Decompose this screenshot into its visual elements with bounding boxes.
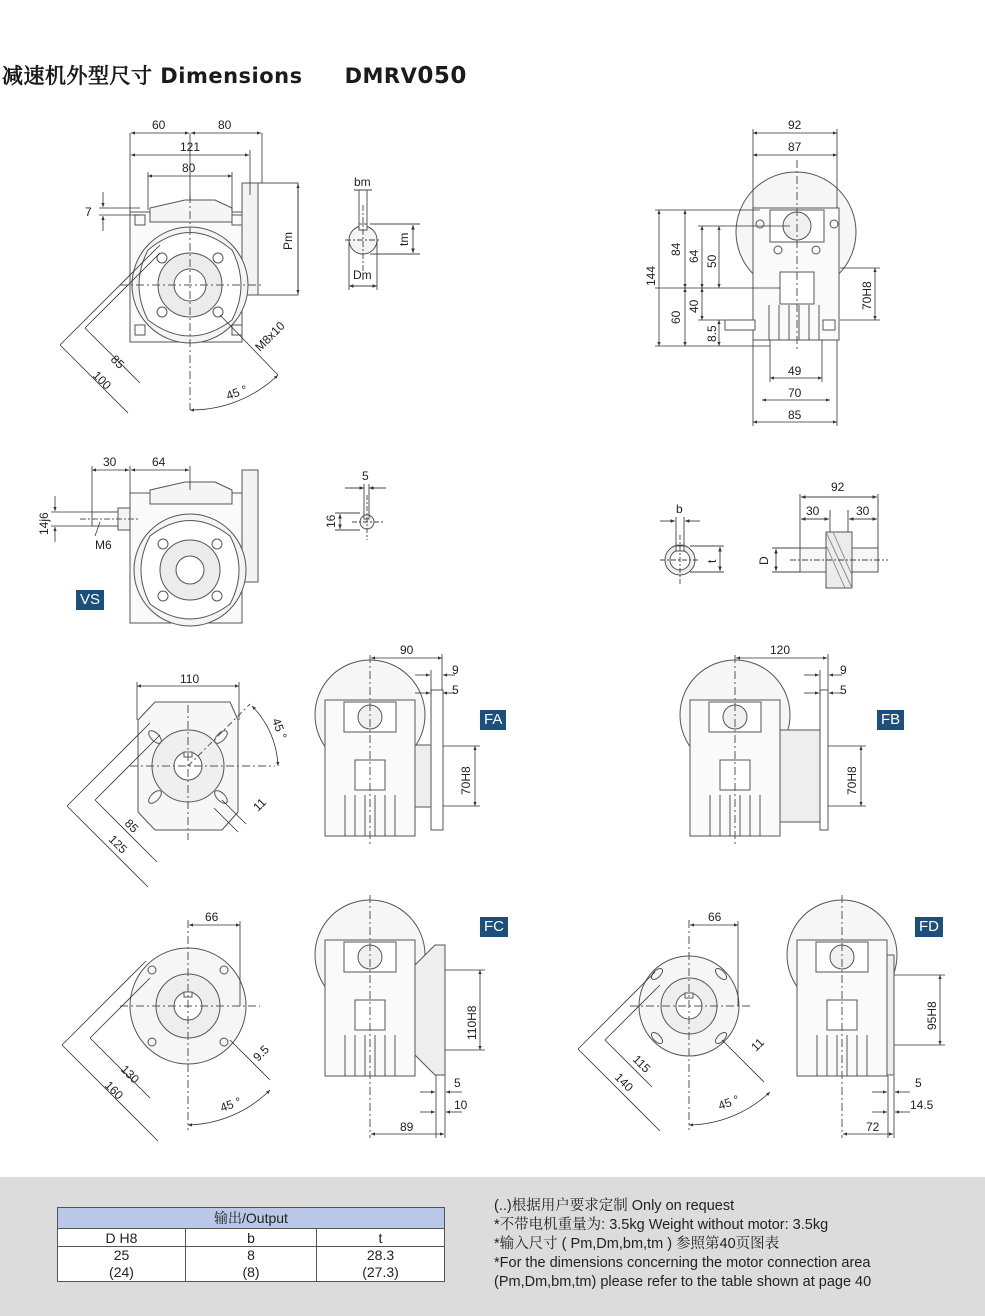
table-row [58,1264,445,1282]
label-b: b [676,502,683,516]
dim-50: 50 [705,254,719,268]
dim-5-fb: 5 [840,683,847,697]
dim-90-fa: 90 [400,643,414,657]
dim-130-fc: 130 [117,1062,142,1087]
dim-5-fc: 5 [454,1076,461,1090]
dim-89-fc: 89 [400,1120,414,1134]
dim-66-fd: 66 [708,910,722,924]
dim-70h8-fb: 70H8 [845,766,859,795]
dim-70h8-fa: 70H8 [459,766,473,795]
dim-140-fd: 140 [611,1070,636,1095]
dim-60-side: 60 [669,310,683,324]
col-header-d: D H8 [58,1229,186,1247]
dim-85-side: 85 [788,408,802,422]
dim-87: 87 [788,140,802,154]
angle-45-fd: 45 ° [716,1092,742,1113]
fa-flange-view [130,702,275,840]
dim-120-fb: 120 [770,643,791,657]
dim-85-fa: 85 [121,816,142,836]
dim-80: 80 [182,161,196,175]
dim-95h8-fd: 95H8 [925,1001,939,1030]
dim-49: 49 [788,364,802,378]
dim-5-fa: 5 [452,683,459,697]
col-header-t: t [317,1229,445,1247]
dim-9-5-fc: 9.5 [250,1042,272,1065]
tag-fc: FC [480,917,508,937]
note-line: *输入尺寸 ( Pm,Dm,bm,tm ) 参照第40页图表 [494,1236,780,1252]
dim-144: 144 [644,265,658,286]
dim-14-5-fd: 14.5 [910,1098,934,1112]
model-prefix: DMRV [344,64,418,88]
cell-d: (24) [58,1264,186,1282]
table-row [58,1247,445,1265]
dim-9-fa: 9 [452,663,459,677]
angle-45-fa: 45 ° [269,716,290,742]
dim-92: 92 [788,118,802,132]
front-view [120,183,298,410]
dim-110-fa: 110 [180,672,200,686]
label-tm: tm [397,232,411,246]
tag-fa: FA [480,710,506,730]
output-table-header: 输出/Output [58,1208,445,1229]
hollow-shaft-section [772,494,888,588]
vs-key-detail [335,484,386,540]
dim-84: 84 [669,242,683,256]
dim-70h8: 70H8 [860,281,874,310]
cell-b: (8) [186,1264,317,1282]
dim-125-fa: 125 [105,832,130,857]
tag-vs: VS [76,590,104,610]
dim-110h8-fc: 110H8 [465,1005,479,1040]
note-line: (Pm,Dm,bm,tm) please refer to the table shown at page 40 [494,1274,872,1290]
angle-45: 45 ° [224,382,250,403]
cell-t: (27.3) [317,1264,445,1282]
tag-fb: FB [877,710,904,730]
dim-11-fa: 11 [250,795,269,815]
fc-side-view [315,895,445,1138]
tag-fd: FD [915,917,943,937]
dim-85: 85 [107,352,128,372]
cell-b: 8 [186,1247,317,1265]
dim-5-vs: 5 [362,469,369,483]
label-t: t [705,559,719,563]
dim-115-fd: 115 [629,1052,654,1076]
model-size: 050 [417,63,467,89]
dim-8-5: 8.5 [705,325,719,342]
dim-64: 64 [687,249,701,263]
dim-7: 7 [85,205,92,219]
thread-label: M8x10 [252,318,288,355]
dim-60: 60 [152,118,166,132]
note-line: (..)根据用户要求定制 Only on request [494,1198,735,1214]
dim-80-top: 80 [218,118,232,132]
hollow-key-detail [660,517,724,585]
cell-d: 25 [58,1247,186,1265]
output-table [57,1207,445,1282]
note-line: *不带电机重量为: 3.5kg Weight without motor: 3.5kg [494,1217,829,1233]
dim-92-hollow: 92 [831,480,845,494]
dim-9-fb: 9 [840,663,847,677]
fb-side-view [680,655,828,845]
dim-m6: M6 [95,538,112,552]
label-d: D [757,556,771,565]
dim-30-hollow-a: 30 [806,504,820,518]
angle-45-fc: 45 ° [218,1094,244,1115]
col-header-b: b [186,1229,317,1247]
fd-side-view [787,895,897,1138]
dim-pm: Pm [281,232,295,250]
dim-160-fc: 160 [101,1078,126,1103]
label-bm: bm [354,175,371,189]
note-line: *For the dimensions concerning the motor connection area [494,1255,871,1271]
dim-100: 100 [89,368,114,393]
dim-72-fd: 72 [866,1120,880,1134]
dim-14j6: 14j6 [37,512,51,535]
dim-121: 121 [180,140,201,154]
dim-11-fd: 11 [748,1035,767,1055]
cell-t: 28.3 [317,1247,445,1265]
dim-70: 70 [788,386,802,400]
dim-40: 40 [687,299,701,313]
fa-side-view [315,655,443,845]
side-view [725,160,856,350]
notes [494,1197,871,1292]
dim-10-fc: 10 [454,1098,468,1112]
dim-30-vs: 30 [103,455,117,469]
dim-64-vs: 64 [152,455,166,469]
dim-30-hollow-b: 30 [856,504,870,518]
dim-16-vs: 16 [324,514,338,528]
dim-66-fc: 66 [205,910,219,924]
title-text: 减速机外型尺寸 Dimensions [2,64,303,88]
label-dm: Dm [353,268,372,282]
dim-5-fd: 5 [915,1076,922,1090]
